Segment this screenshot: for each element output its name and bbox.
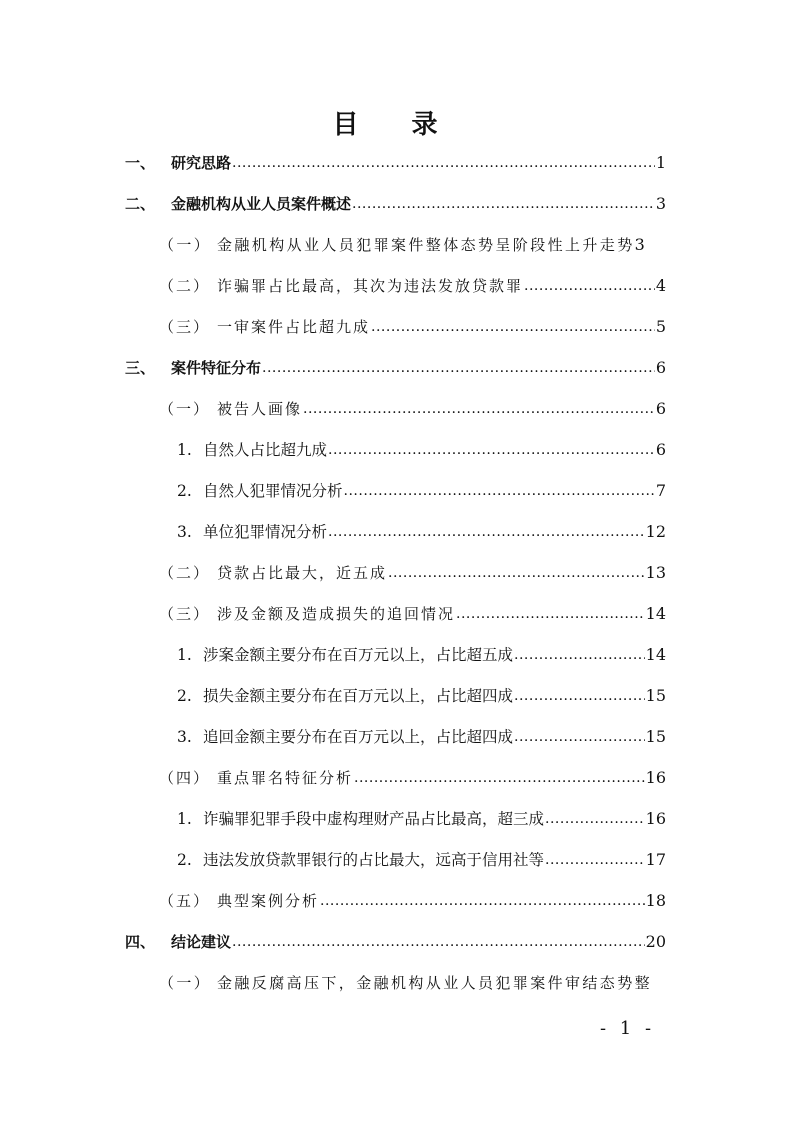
- toc-entry-number: 2.: [177, 482, 192, 500]
- toc-entry-number: 3.: [177, 523, 192, 541]
- toc-entry[interactable]: [177, 478, 666, 504]
- toc-entry[interactable]: [125, 191, 666, 217]
- toc-entry-text: 金融机构从业人员案件概述: [171, 195, 352, 213]
- toc-entry-text: 违法发放贷款罪银行的占比最大，远高于信用社等: [203, 851, 545, 869]
- toc-leader-dots: [320, 888, 645, 914]
- toc-entry[interactable]: [159, 232, 666, 258]
- toc-leader-dots: [262, 355, 655, 381]
- toc-leader-dots: [545, 806, 645, 832]
- toc-entry-number: （三）: [159, 605, 211, 623]
- toc-entry-text: 结论建议: [171, 933, 232, 951]
- toc-leader-dots: [388, 560, 645, 586]
- toc-entry[interactable]: [177, 806, 666, 832]
- toc-entry-number: （一）: [159, 400, 211, 418]
- toc-entry-number: 二、: [125, 195, 156, 213]
- toc-entry[interactable]: [125, 150, 666, 176]
- toc-entry-number: 2.: [177, 851, 192, 869]
- toc-entry-page: 17: [645, 850, 666, 869]
- toc-leader-dots: [352, 191, 655, 217]
- toc-entry-page: 18: [645, 891, 666, 910]
- toc-entry-page: 4: [655, 276, 666, 295]
- toc-entry[interactable]: [159, 888, 666, 914]
- toc-leader-dots: [303, 396, 655, 422]
- toc-entry-number: 1.: [177, 810, 192, 828]
- toc-entry-number: 四、: [125, 933, 156, 951]
- toc-entry-number: （二）: [159, 564, 211, 582]
- toc-entry[interactable]: [125, 355, 666, 381]
- toc-entry-text: 研究思路: [171, 154, 232, 172]
- toc-entry[interactable]: [177, 847, 666, 873]
- toc-entry[interactable]: [159, 765, 666, 791]
- toc-entry-text: 诈骗罪犯罪手段中虚构理财产品占比最高，超三成: [203, 810, 545, 828]
- toc-entry-number: 3.: [177, 728, 192, 746]
- toc-leader-dots: [545, 847, 645, 873]
- toc-entry-text: 贷款占比最大，近五成: [217, 564, 388, 582]
- toc-entry-text: 一审案件占比超九成: [217, 318, 371, 336]
- toc-entry-page: 13: [645, 563, 666, 582]
- toc-leader-dots: [514, 724, 645, 750]
- toc-entry-page: 7: [655, 481, 666, 500]
- toc-leader-dots: [328, 437, 655, 463]
- toc-entry-page: 16: [645, 768, 666, 787]
- toc-entry-page: 16: [645, 809, 666, 828]
- toc-entry-page: 15: [645, 727, 666, 746]
- toc-entry-page: 3: [655, 194, 666, 213]
- toc-entry[interactable]: [159, 273, 666, 299]
- toc-entry-page: 14: [645, 604, 666, 623]
- toc-entry[interactable]: [159, 601, 666, 627]
- toc-entry-page: 20: [645, 932, 666, 951]
- toc-entry-page: 6: [655, 440, 666, 459]
- toc-entry[interactable]: [159, 396, 666, 422]
- toc-entry-number: 1.: [177, 441, 192, 459]
- toc-entry-number: （一）: [159, 974, 212, 992]
- toc-entry-page: 6: [655, 399, 666, 418]
- toc-entry-text: 自然人犯罪情况分析: [203, 482, 343, 500]
- toc-entry-text: 涉及金额及造成损失的追回情况: [217, 605, 456, 623]
- toc-entry-number: 1.: [177, 646, 192, 664]
- toc-entry-number: 一、: [125, 154, 156, 172]
- toc-entry-text: 金融机构从业人员犯罪案件整体态势呈阶段性上升走势: [217, 236, 635, 254]
- toc-leader-dots: [232, 929, 645, 955]
- toc-entry-page: 6: [655, 358, 666, 377]
- toc-entry-number: （四）: [159, 769, 211, 787]
- toc-entry-text: 涉案金额主要分布在百万元以上，占比超五成: [203, 646, 514, 664]
- toc-entry-page: 1: [655, 153, 666, 172]
- toc-entry[interactable]: [177, 437, 666, 463]
- toc-leader-dots: [456, 601, 645, 627]
- toc-title: 目 录: [332, 110, 460, 140]
- toc-entry-number: 三、: [125, 359, 156, 377]
- toc-entry[interactable]: [159, 560, 666, 586]
- toc-leader-dots: [232, 150, 655, 176]
- toc-entry-number: 2.: [177, 687, 192, 705]
- toc-entry-text: 损失金额主要分布在百万元以上，占比超四成: [203, 687, 514, 705]
- toc-entry[interactable]: [177, 724, 666, 750]
- toc-entry-number: （三）: [159, 318, 211, 336]
- toc-entry-page: 3: [634, 235, 645, 254]
- toc-entry-text: 单位犯罪情况分析: [203, 523, 328, 541]
- toc-entry-text: 案件特征分布: [171, 359, 262, 377]
- toc-entry-text: 金融反腐高压下，金融机构从业人员犯罪案件审结态势整: [217, 974, 653, 992]
- toc-entry[interactable]: [125, 929, 666, 955]
- toc-entry-text: 自然人占比超九成: [203, 441, 328, 459]
- toc-entry[interactable]: [177, 683, 666, 709]
- toc-entry[interactable]: [177, 519, 666, 545]
- toc-entry-number: （二）: [159, 277, 211, 295]
- page-number: - 1 -: [600, 1018, 656, 1039]
- toc-leader-dots: [328, 519, 645, 545]
- toc-entry-text: 被告人画像: [217, 400, 303, 418]
- toc-entry-page: 15: [645, 686, 666, 705]
- toc-entry[interactable]: [177, 642, 666, 668]
- toc-leader-dots: [514, 683, 645, 709]
- toc-entry-number: （一）: [159, 236, 212, 254]
- toc-leader-dots: [524, 273, 655, 299]
- toc-entry-page: 5: [655, 317, 666, 336]
- toc-leader-dots: [344, 478, 655, 504]
- toc-entry-text: 重点罪名特征分析: [217, 769, 354, 787]
- toc-entry-text: 追回金额主要分布在百万元以上，占比超四成: [203, 728, 514, 746]
- toc-leader-dots: [371, 314, 655, 340]
- toc-entry[interactable]: [159, 314, 666, 340]
- toc-entry-text: 典型案例分析: [217, 892, 320, 910]
- toc-leader-dots: [514, 642, 645, 668]
- toc-leader-dots: [354, 765, 645, 791]
- toc-entry-text: 诈骗罪占比最高，其次为违法发放贷款罪: [217, 277, 524, 295]
- toc-entry-number: （五）: [159, 892, 211, 910]
- toc-entry[interactable]: [159, 970, 666, 996]
- toc-entry-page: 14: [645, 645, 666, 664]
- toc-entry-page: 12: [645, 522, 666, 541]
